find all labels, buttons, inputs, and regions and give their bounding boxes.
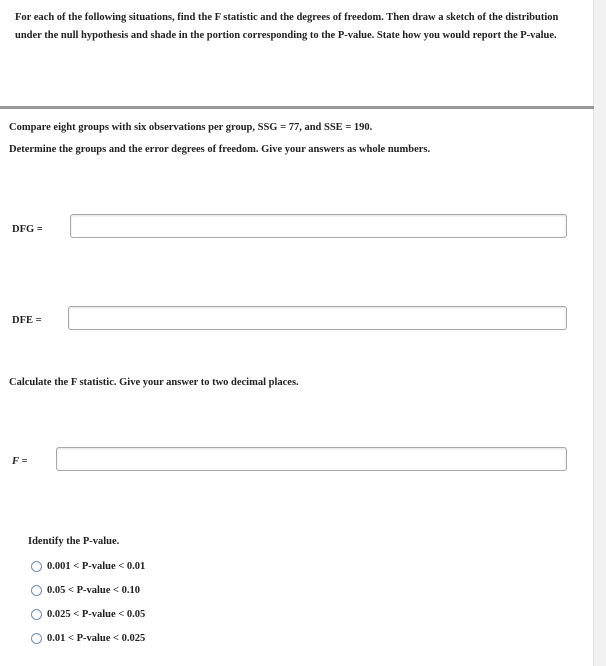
option-label: 0.025 < P-value < 0.05 bbox=[47, 608, 146, 620]
radio-button[interactable] bbox=[31, 585, 42, 596]
f-label: F = bbox=[12, 456, 28, 467]
radio-button[interactable] bbox=[31, 561, 42, 572]
section-divider bbox=[0, 106, 594, 109]
instructions bbox=[15, 9, 575, 45]
pvalue-question: Identify the P-value. bbox=[28, 536, 120, 547]
instructions-line-2: under the null hypothesis and shade in the portion corresponding to the P-value. State how you would report the P-value. bbox=[15, 30, 557, 41]
f-instruction: Calculate the F statistic. Give your answer to two decimal places. bbox=[9, 377, 299, 388]
dfe-input[interactable] bbox=[68, 306, 567, 330]
pvalue-option-4[interactable] bbox=[31, 631, 145, 645]
problem-statement: Compare eight groups with six observations per group, SSG = 77, and SSE = 190. bbox=[9, 122, 373, 133]
pvalue-option-2[interactable] bbox=[31, 583, 140, 597]
pvalue-option-1[interactable] bbox=[31, 559, 145, 573]
instructions-line-1: For each of the following situations, find the F statistic and the degrees of freedom. Then draw a sketch of the distribution bbox=[15, 12, 559, 23]
pvalue-option-3[interactable] bbox=[31, 607, 145, 621]
scrollbar-track[interactable] bbox=[593, 0, 606, 666]
dfe-label: DFE = bbox=[12, 315, 42, 326]
option-label: 0.01 < P-value < 0.025 bbox=[47, 632, 146, 644]
dfg-label: DFG = bbox=[12, 224, 43, 235]
radio-button[interactable] bbox=[31, 609, 42, 620]
df-instruction: Determine the groups and the error degrees of freedom. Give your answers as whole numbers. bbox=[9, 144, 431, 155]
radio-button[interactable] bbox=[31, 633, 42, 644]
f-input[interactable] bbox=[56, 447, 567, 471]
option-label: 0.05 < P-value < 0.10 bbox=[47, 584, 141, 596]
option-label: 0.001 < P-value < 0.01 bbox=[47, 560, 146, 572]
dfg-input[interactable] bbox=[70, 214, 567, 238]
